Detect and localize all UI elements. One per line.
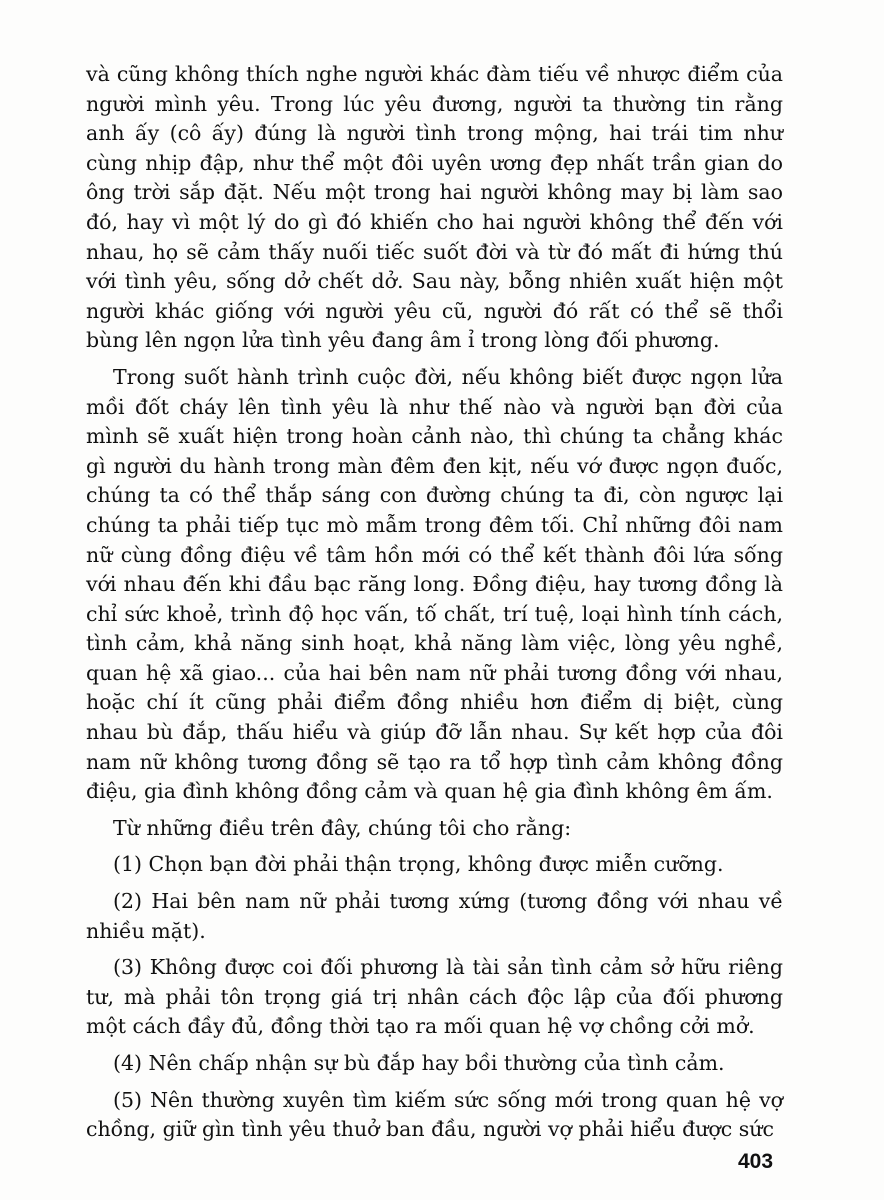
paragraph-conclusion-intro: Từ những điều trên đây, chúng tôi cho rằng: [113,815,572,840]
list-item-1: (1) Chọn bạn đời phải thận trọng, không được miễn cưỡng. [113,852,724,877]
body-text [86,60,783,1152]
list-item-3: (3) Không được coi đối phương là tài sản tình cảm sở hữu riêng tư, mà phải tôn trọng giá trị nhân cách độc lập của đối phương một cách đầy đủ, đồng thời tạo ra mối quan hệ vợ chồng cởi mở. [86,955,783,1039]
list-item-2: (2) Hai bên nam nữ phải tương xứng (tương đồng với nhau về nhiều mặt). [86,889,783,943]
list-item-5: (5) Nên thường xuyên tìm kiếm sức sống mới trong quan hệ vợ chồng, giữ gìn tình yêu thuở ban đầu, người vợ phải hiểu được sức [86,1087,783,1142]
paragraph-journey: Trong suốt hành trình cuộc đời, nếu không biết được ngọn lửa mồi đốt cháy lên tình yêu là như thế nào và người bạn đời của mình sẽ xuất hiện trong hoàn cảnh nào, thì chúng ta chẳng khác gì người du hành trong màn đêm đen kịt, nếu vớ được ngọn đuốc, chúng ta có thể thắp sáng con đường chúng ta đi, còn ngược lại chúng ta phải tiếp tục mò mẫm trong đêm tối. Chỉ những đôi nam nữ cùng đồng điệu về tâm hồn mới có thể kết thành đôi lứa sống với nhau đến khi đầu bạc răng long. Đồng điệu, hay tương đồng là chỉ sức khoẻ, trình độ học vấn, tố chất, trí tuệ, loại hình tính cách, tình cảm, khả năng sinh hoạt, khả năng làm việc, lòng yêu nghề, quan hệ xã giao... của hai bên nam nữ phải tương đồng với nhau, hoặc chí ít cũng phải điểm đồng nhiều hơn điểm dị biệt, cùng nhau bù đắp, thấu hiểu và giúp đỡ lẫn nhau. Sự kết hợp của đôi nam nữ không tương đồng sẽ tạo ra tổ hợp tình cảm không đồng điệu, gia đình không đồng cảm và quan hệ gia đình không êm ấm. [86,364,783,804]
page-number: 403 [738,1150,774,1173]
list-item-4: (4) Nên chấp nhận sự bù đắp hay bồi thường của tình cảm. [113,1051,725,1075]
paragraph-continuation: và cũng không thích nghe người khác đàm tiếu về nhược điểm của người mình yêu. Trong lúc yêu đương, người ta thường tin rằng anh ấy (cô ấy) đúng là người tình trong mộng, hai trái tim như cùng nhịp đập, như thể một đôi uyên ương đẹp nhất trần gian do ông trời sắp đặt. Nếu một trong hai người không may bị làm sao đó, hay vì một lý do gì đó khiến cho hai người không thể đến với nhau, họ sẽ cảm thấy nuối tiếc suốt đời và từ đó mất đi hứng thú với tình yêu, sống dở chết dở. Sau này, bỗng nhiên xuất hiện một người khác giống với người yêu cũ, người đó rất có thể sẽ thổi bùng lên ngọn lửa tình yêu đang âm ỉ trong lòng đối phương. [86,62,783,353]
